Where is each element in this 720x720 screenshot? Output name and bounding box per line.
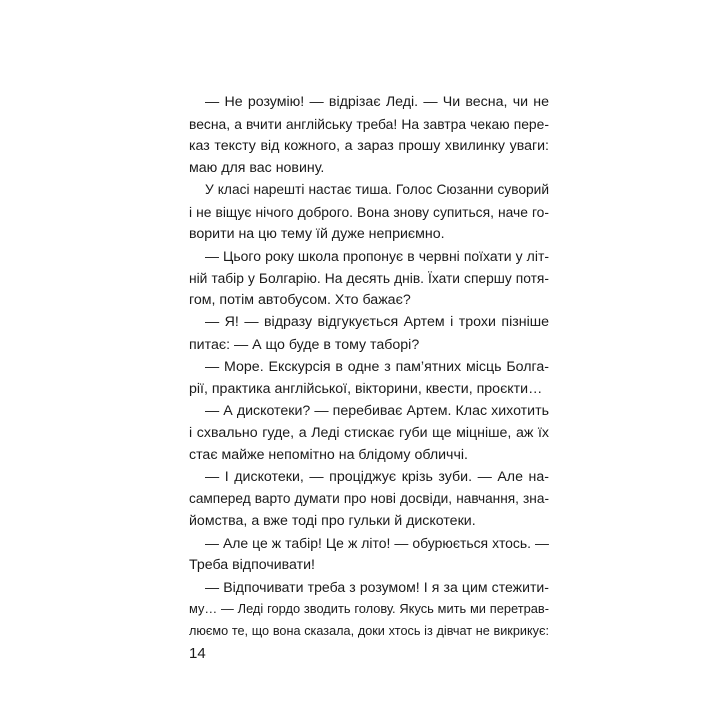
text-line: У класі нарешті настає тиша. Голос Сюзанни суворий	[205, 182, 549, 198]
text-line: — А дискотеки? — перебиває Артем. Клас хихотить	[205, 402, 549, 419]
text-line: — Цього року школа пропонує в червні поїхати у літ-	[205, 248, 549, 265]
text-line: питає: — А що буде в тому таборі?	[189, 336, 420, 353]
page-number: 14	[189, 645, 206, 662]
text-line: му… — Леді гордо зводить голову. Якусь мить ми перетрав-	[189, 601, 549, 617]
text-line: — Я! — відразу відгукується Артем і трохи пізніше	[205, 314, 549, 331]
text-line: гом, потім автобусом. Хто бажає?	[189, 292, 411, 309]
text-line: весна, а вчити англійську треба! На завтра чекаю пере-	[189, 116, 549, 133]
text-line: ній табір у Болгарію. На десять днів. Їхати спершу потя-	[189, 270, 549, 287]
text-line: і не віщує нічого доброго. Вона знову супиться, наче го-	[189, 204, 549, 221]
text-line: рії, практика англійської, вікторини, квести, проєкти…	[189, 380, 543, 397]
text-line: каз тексту від кожного, а зараз прошу хвилинку уваги:	[189, 138, 549, 155]
text-line: — Море. Екскурсія в одне з пам’ятних місць Болга-	[205, 358, 549, 375]
text-line: Треба відпочивати!	[189, 556, 315, 573]
text-line: ворити на цю тему їй дуже неприємно.	[189, 226, 445, 243]
text-line: маю для вас новину.	[189, 160, 325, 177]
text-line: і схвально гуде, а Леді стискає губи ще міцніше, аж їх	[189, 424, 549, 441]
text-line: — Відпочивати треба з розумом! І я за цим стежити-	[205, 579, 549, 596]
text-line: — Але це ж табір! Це ж літо! — обурюється хтось. —	[205, 534, 549, 551]
text-line: люємо те, що вона сказала, доки хтось із дівчат не викрикує:	[189, 624, 549, 639]
text-line: — Не розумію! — відрізає Леді. — Чи весна, чи не	[205, 94, 549, 110]
text-line: — І дискотеки, — проціджує крізь зуби. — Але на-	[205, 468, 549, 485]
text-line: йомства, а вже тоді про гульки й дискотеки.	[189, 512, 476, 529]
text-line: самперед варто думати про нові досвіди, навчання, зна-	[189, 490, 549, 506]
body-text	[189, 91, 549, 642]
text-line: стає майже непомітно на блідому обличчі.	[189, 446, 468, 463]
